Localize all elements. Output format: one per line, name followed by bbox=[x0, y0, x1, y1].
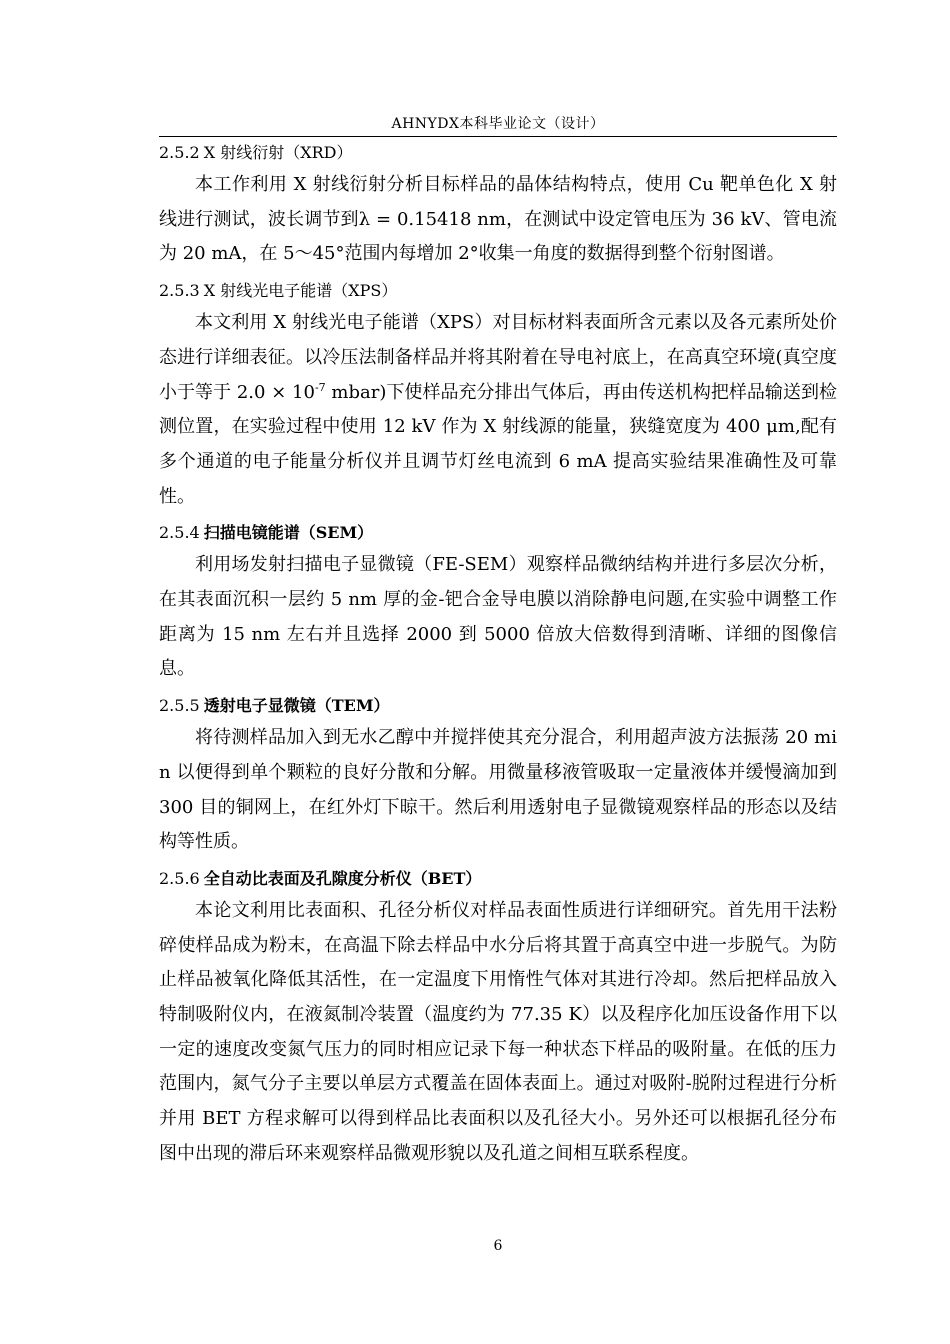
section-title: 全自动比表面及孔隙度分析仪（BET） bbox=[203, 868, 482, 888]
section-heading bbox=[159, 518, 837, 548]
section-xrd bbox=[159, 138, 837, 272]
section-title: 扫描电镜能谱（SEM） bbox=[203, 523, 374, 543]
section-sem bbox=[159, 518, 837, 687]
section-heading bbox=[159, 276, 837, 306]
section-paragraph: 将待测样品加入到无水乙醇中并搅拌使其充分混合，利用超声波方法振荡 20 min 以便得到单个颗粒的良好分散和分解。用微量移液管吸取一定量液体并缓慢滴加到 300 目的铜网上，在红外灯下晾干。然后利用透射电子显微镜观察样品的形态以及结构等性质。 bbox=[159, 727, 837, 853]
page-number: 6 bbox=[493, 1238, 503, 1254]
section-title: X 射线光电子能谱（XPS） bbox=[203, 281, 398, 301]
section-title: X 射线衍射（XRD） bbox=[203, 143, 353, 162]
section-heading bbox=[159, 691, 837, 721]
section-heading bbox=[159, 864, 837, 894]
section-number: 2.5.5 bbox=[159, 696, 200, 716]
header-divider bbox=[159, 136, 837, 137]
paragraph-text: mbar)下使样品充分排出气体后，再由传送机构把样品输送到检测位置，在实验过程中使用 12 kV 作为 X 射线源的能量，狭缝宽度为 400 μm,配有多个通道的电子能量分析仪并且调节灯丝电流到 6 mA 提高实验结果准确性及可靠性。 bbox=[159, 381, 837, 507]
section-number: 2.5.4 bbox=[159, 523, 200, 543]
section-number: 2.5.2 bbox=[159, 143, 200, 162]
section-number: 2.5.6 bbox=[159, 868, 200, 888]
section-tem bbox=[159, 691, 837, 860]
section-bet bbox=[159, 864, 837, 1172]
section-paragraph bbox=[159, 306, 837, 514]
section-number: 2.5.3 bbox=[159, 281, 200, 301]
paragraph-text: 本文利用 X 射线光电子能谱（XPS）对目标材料表面所含元素以及各元素所处价态进行详细表征。以冷压法制备样品并将其附着在导电衬底上，在高真空环境(真空度小于等于 2.0 × 10 bbox=[159, 312, 837, 403]
page-header: AHNYDX本科毕业论文（设计） bbox=[391, 116, 605, 132]
section-paragraph: 利用场发射扫描电子显微镜（FE-SEM）观察样品微纳结构并进行多层次分析，在其表面沉积一层约 5 nm 厚的金-钯合金导电膜以消除静电问题,在实验中调整工作距离为 15 nm 左右并且选择 2000 到 5000 倍放大倍数得到清晰、详细的图像信息。 bbox=[159, 554, 837, 680]
section-xps bbox=[159, 276, 837, 514]
section-paragraph: 本工作利用 X 射线衍射分析目标样品的晶体结构特点，使用 Cu 靶单色化 X 射线进行测试，波长调节到λ = 0.15418 nm，在测试中设定管电压为 36 kV、管电流为 20 mA，在 5～45°范围内每增加 2°收集一角度的数据得到整个衍射图谱。 bbox=[159, 174, 837, 265]
exponent: -7 bbox=[314, 380, 326, 394]
page-content bbox=[159, 138, 837, 1176]
section-title: 透射电子显微镜（TEM） bbox=[203, 696, 390, 716]
section-heading bbox=[159, 138, 837, 168]
section-paragraph: 本论文利用比表面积、孔径分析仪对样品表面性质进行详细研究。首先用干法粉碎使样品成为粉末，在高温下除去样品中水分后将其置于高真空中进一步脱气。为防止样品被氧化降低其活性，在一定温度下用惰性气体对其进行冷却。然后把样品放入特制吸附仪内，在液氮制冷装置（温度约为 77.35 K）以及程序化加压设备作用下以一定的速度改变氮气压力的同时相应记录下每一种状态下样品的吸附量。在低的压力范围内，氮气分子主要以单层方式覆盖在固体表面上。通过对吸附-脱附过程进行分析并用 BET 方程求解可以得到样品比表面积以及孔径大小。另外还可以根据孔径分布图中出现的滞后环来观察样品微观形貌以及孔道之间相互联系程度。 bbox=[159, 899, 837, 1164]
